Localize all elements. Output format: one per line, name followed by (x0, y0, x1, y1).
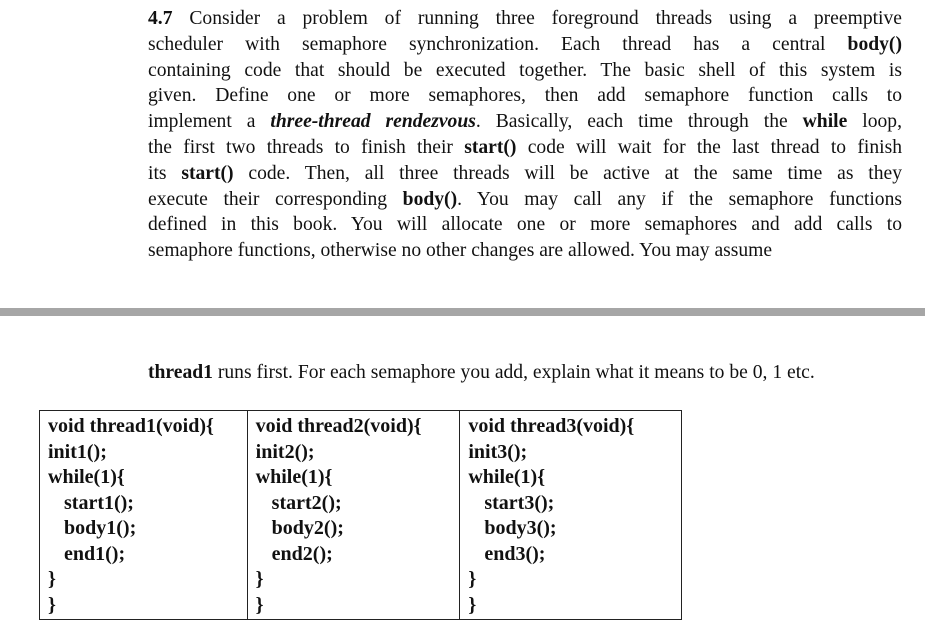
text-run: given. Define one or more semaphores, then add semaphore function calls to (148, 85, 902, 107)
text-run: . You may call any if the semaphore functions (457, 188, 902, 210)
code-table (39, 410, 682, 620)
text-run: . Basically, each time through the (475, 111, 803, 133)
continuation-paragraph (148, 360, 908, 386)
code-line: void thread3(void){ (468, 415, 635, 437)
paragraph-line (148, 32, 902, 58)
paragraph-line (148, 6, 902, 32)
text-run: 4.7 (148, 8, 173, 29)
code-column-thread1 (40, 411, 247, 619)
code-line: init3(); (468, 440, 528, 463)
text-run: semaphore functions, otherwise no other changes are allowed. You may assume (148, 240, 773, 262)
paragraph-line (148, 58, 902, 84)
code-line: init1(); (48, 440, 107, 463)
paragraph-line (148, 135, 902, 161)
code-column-thread3 (459, 411, 681, 619)
code-line: } (468, 568, 477, 590)
code-line: body3(); (484, 517, 557, 539)
code-line: } (468, 593, 477, 616)
code-line: void thread1(void){ (48, 415, 214, 437)
code-line: end2(); (271, 542, 333, 565)
paragraph-line (148, 187, 902, 213)
text-run: execute their corresponding (148, 188, 403, 210)
paragraph-line (148, 238, 902, 264)
code-column-thread2 (247, 411, 460, 619)
code-line: start1(); (64, 491, 134, 514)
paragraph-line (148, 83, 902, 109)
problem-paragraph (148, 6, 902, 264)
code-line: body1(); (64, 517, 137, 539)
code-line: while(1){ (255, 466, 333, 488)
text-run: code will wait for the last thread to finish (516, 136, 902, 158)
code-line: void thread2(void){ (255, 415, 422, 437)
code-line: init2(); (255, 440, 315, 463)
page-divider (0, 308, 925, 316)
code-line: } (255, 568, 264, 590)
code-line: start2(); (271, 491, 342, 514)
text-run: its (148, 162, 182, 184)
paragraph-line (148, 161, 902, 187)
paragraph-line (148, 212, 902, 238)
code-line: } (255, 593, 264, 616)
text-run: Consider a problem of running three foreground threads using a preemptive (172, 8, 902, 29)
text-run: body() (402, 188, 458, 210)
code-line: end1(); (64, 542, 126, 565)
text-run: start() (181, 162, 234, 184)
text-run: three-thread rendezvous (270, 111, 476, 133)
code-line: while(1){ (48, 466, 125, 488)
text-run: defined in this book. You will allocate one or more semaphores and add calls to (148, 214, 902, 236)
text-run: implement a (148, 111, 271, 133)
code-line: body2(); (271, 517, 344, 539)
text-run: start() (464, 136, 517, 158)
code-line: } (48, 568, 56, 590)
text-run: body() (847, 33, 902, 55)
text-run: scheduler with semaphore synchronization. Each thread has a central (148, 33, 848, 55)
code-line: end3(); (484, 542, 546, 565)
text-run: code. Then, all three threads will be active at the same time as they (233, 162, 902, 184)
text-run: the first two threads to finish their (148, 136, 465, 158)
text-run: containing code that should be executed together. The basic shell of this system is (148, 59, 902, 81)
paragraph-line (148, 109, 902, 135)
text-run: loop, (847, 111, 902, 133)
text-run: while (802, 111, 848, 133)
code-line: while(1){ (468, 466, 546, 488)
code-line: } (48, 593, 56, 616)
code-line: start3(); (484, 491, 555, 514)
text-run: runs first. For each semaphore you add, explain what it means to be 0, 1 etc. (212, 362, 815, 383)
text-run: thread1 (148, 362, 213, 383)
